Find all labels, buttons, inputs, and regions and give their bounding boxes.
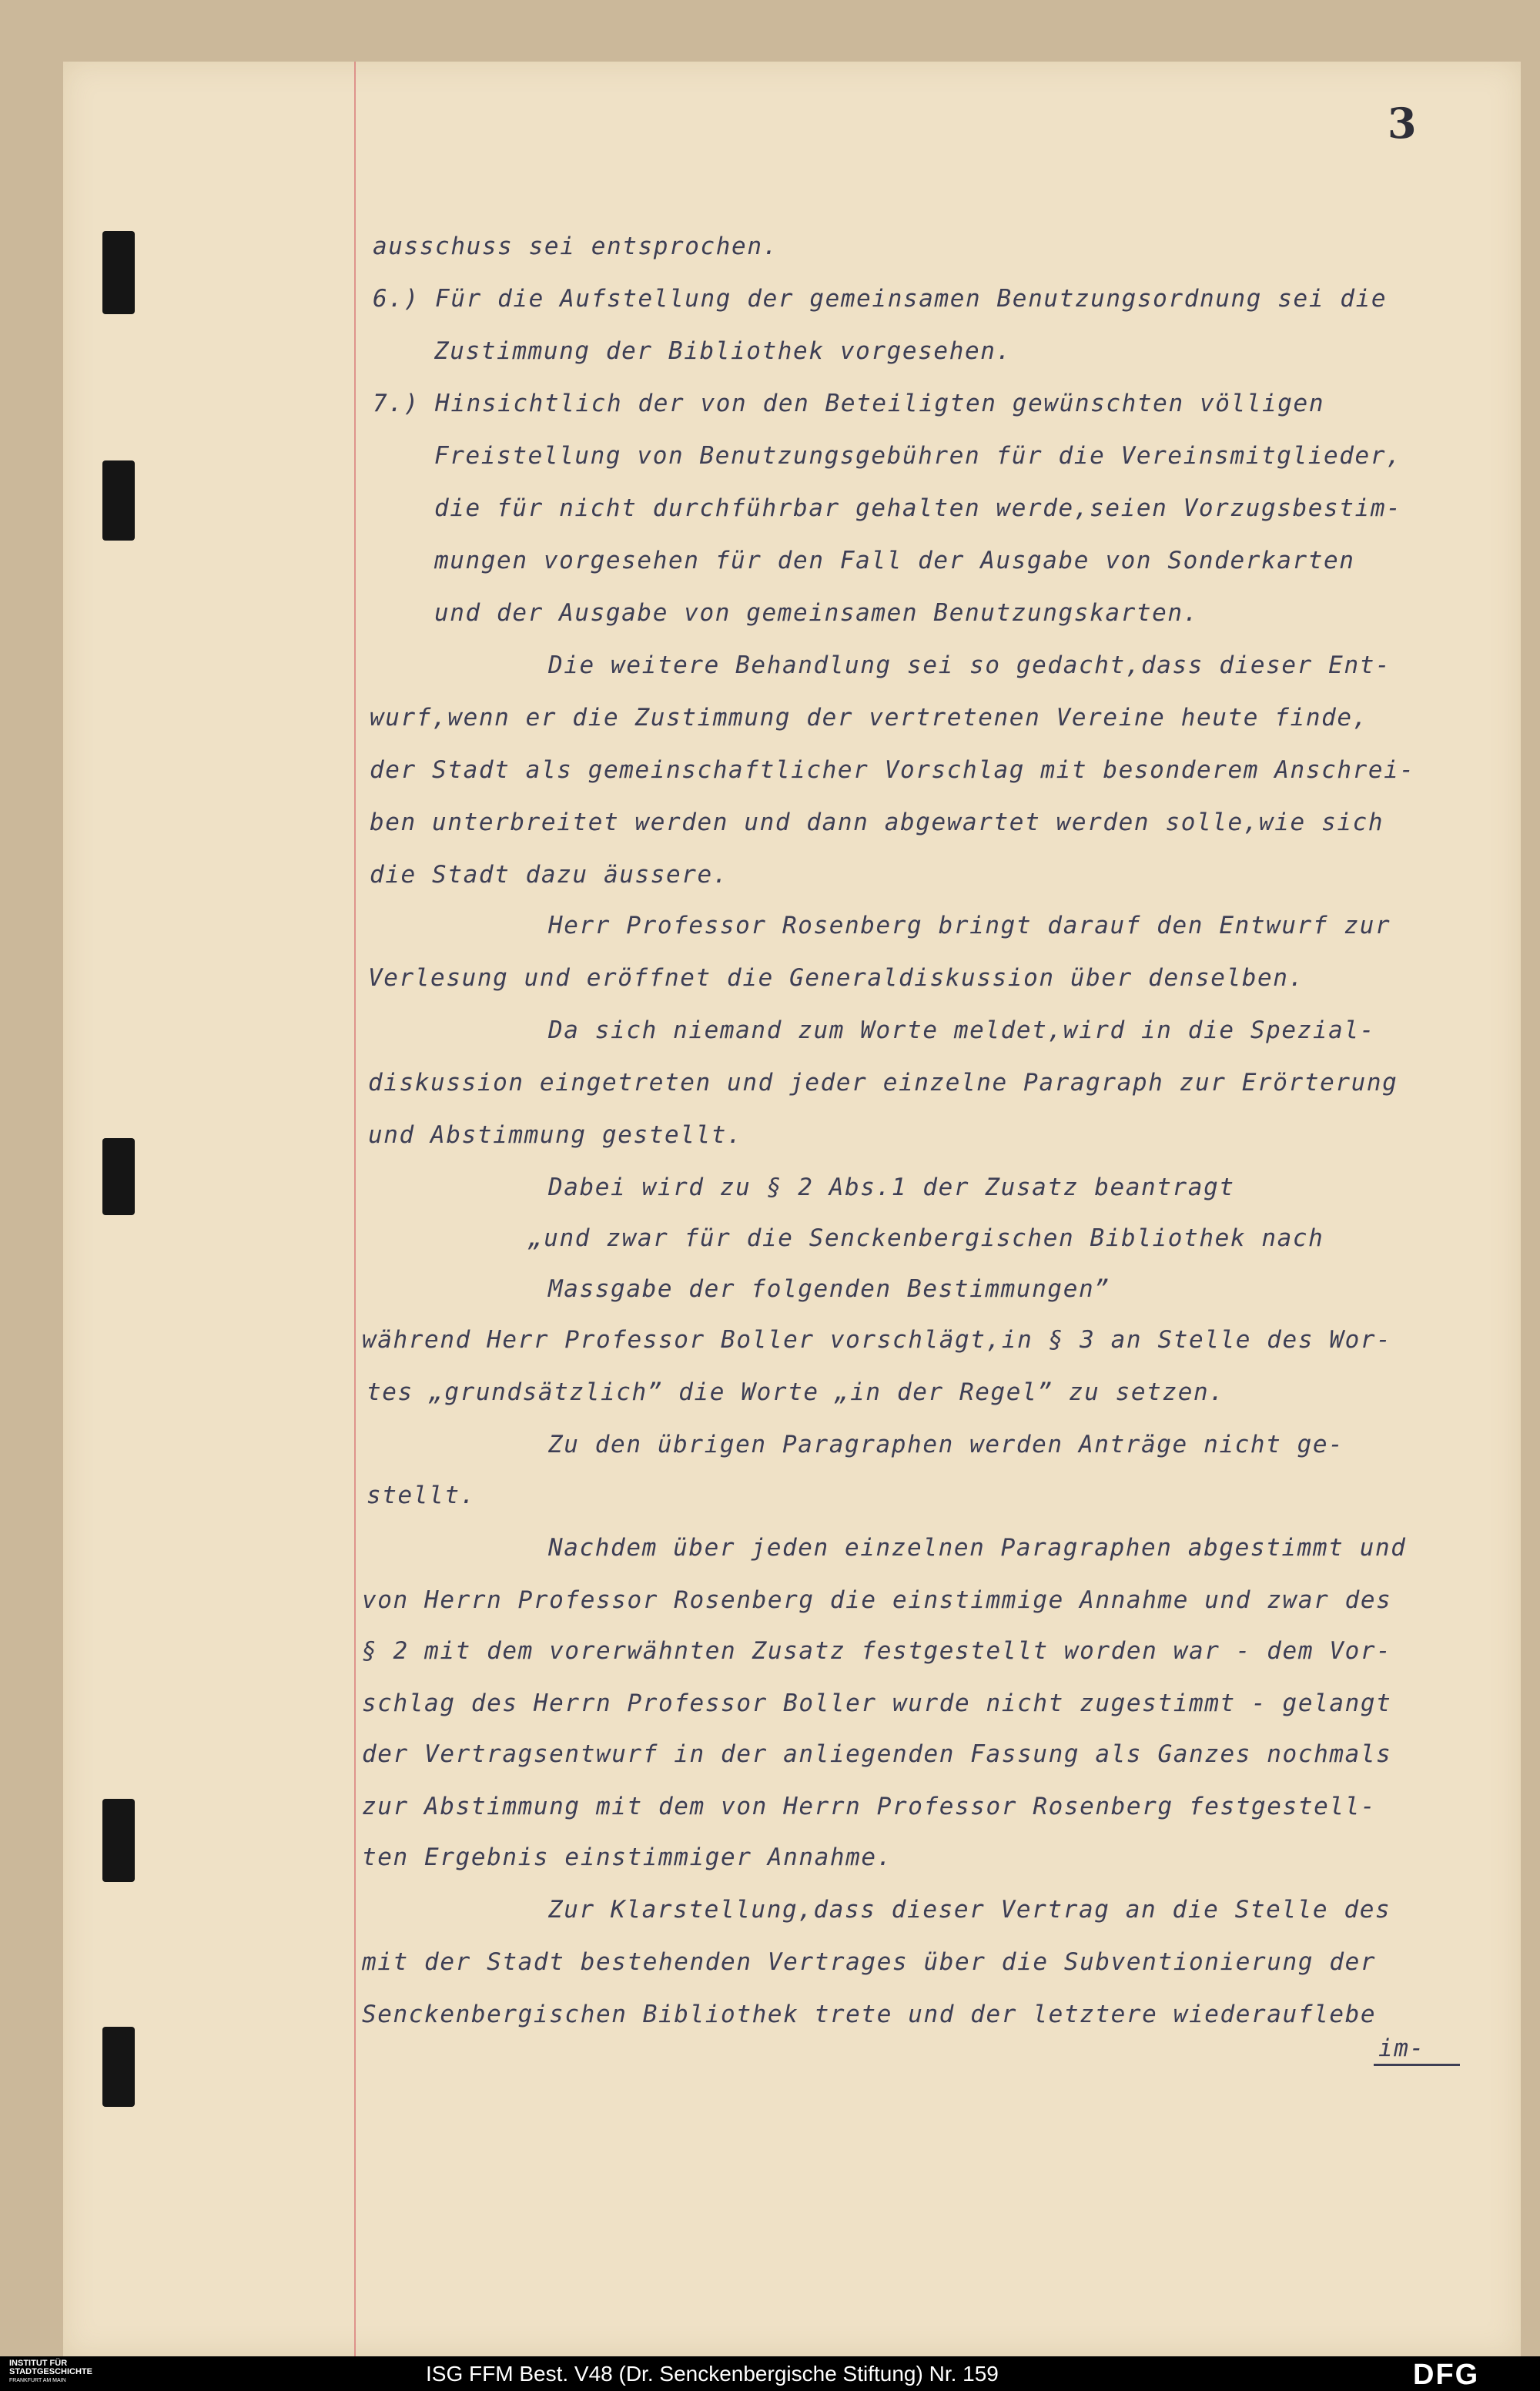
text-line: wurf,wenn er die Zustimmung der vertretenen Vereine heute finde,	[370, 704, 1368, 732]
text-line: schlag des Herrn Professor Boller wurde nicht zugestimmt - gelangt	[362, 1689, 1392, 1717]
text-line: Massgabe der folgenden Bestimmungen”	[548, 1275, 1110, 1303]
dfg-logo: DFG	[1413, 2359, 1480, 2391]
text-line: ten Ergebnis einstimmiger Annahme.	[362, 1843, 892, 1871]
text-line: Herr Professor Rosenberg bringt darauf den Entwurf zur	[548, 912, 1391, 939]
text-line: Zu den übrigen Paragraphen werden Anträge nicht ge-	[548, 1431, 1344, 1458]
text-line: Die weitere Behandlung sei so gedacht,dass dieser Ent-	[548, 651, 1391, 679]
text-line: zur Abstimmung mit dem von Herrn Professor Rosenberg festgestell-	[362, 1793, 1377, 1820]
text-line: stellt.	[367, 1482, 476, 1509]
text-line: der Stadt als gemeinschaftlicher Vorschlag mit besonderem Anschrei-	[370, 756, 1415, 784]
text-line: Senckenbergischen Bibliothek trete und der letztere wiederauflebe	[362, 2001, 1377, 2028]
institute-subtitle: FRANKFURT AM MAIN	[9, 2378, 66, 2383]
text-line: die für nicht durchführbar gehalten werde,seien Vorzugsbestim-	[434, 494, 1402, 522]
text-line: „und zwar für die Senckenbergischen Bibliothek nach	[528, 1224, 1324, 1252]
text-line: mit der Stadt bestehenden Vertrages über die Subventionierung der	[362, 1948, 1377, 1976]
text-line: Da sich niemand zum Worte meldet,wird in die Spezial-	[548, 1016, 1375, 1044]
text-line: diskussion eingetreten und jeder einzelne Paragraph zur Erörterung	[368, 1069, 1398, 1097]
text-line: tes „grundsätzlich” die Worte „in der Regel” zu setzen.	[367, 1378, 1225, 1406]
text-line: 6.) Für die Aufstellung der gemeinsamen Benutzungsordnung sei die	[373, 285, 1388, 313]
continuation-underline	[1374, 2064, 1460, 2066]
text-line: mungen vorgesehen für den Fall der Ausgabe von Sonderkarten	[434, 547, 1355, 574]
text-line: § 2 mit dem vorerwähnten Zusatz festgestellt worden war - dem Vor-	[362, 1637, 1392, 1665]
text-line: Nachdem über jeden einzelnen Paragraphen abgestimmt und	[548, 1534, 1407, 1562]
text-line: 7.) Hinsichtlich der von den Beteiligten gewünschten völligen	[373, 390, 1325, 417]
text-line: und der Ausgabe von gemeinsamen Benutzungskarten.	[434, 599, 1199, 627]
text-line: Verlesung und eröffnet die Generaldiskussion über denselben.	[368, 964, 1304, 992]
institute-logo-text: INSTITUT FÜR STADTGESCHICHTE	[9, 2359, 92, 2376]
page-number: 3	[1388, 99, 1417, 148]
text-line: Zur Klarstellung,dass dieser Vertrag an die Stelle des	[548, 1896, 1391, 1924]
footer-bar	[0, 2356, 1540, 2391]
text-line: Freistellung von Benutzungsgebühren für die Vereinsmitglieder,	[434, 442, 1402, 470]
text-line: während Herr Professor Boller vorschlägt,in § 3 an Stelle des Wor-	[362, 1326, 1392, 1354]
text-line: die Stadt dazu äussere.	[370, 861, 729, 889]
text-line: ben unterbreitet werden und dann abgewartet werden solle,wie sich	[370, 809, 1384, 836]
text-line: der Vertragsentwurf in der anliegenden Fassung als Ganzes nochmals	[362, 1740, 1392, 1768]
text-line: Zustimmung der Bibliothek vorgesehen.	[434, 337, 1012, 365]
text-line: Dabei wird zu § 2 Abs.1 der Zusatz beantragt	[548, 1174, 1235, 1201]
archive-caption: ISG FFM Best. V48 (Dr. Senckenbergische Stiftung) Nr. 159	[426, 2362, 999, 2386]
text-line: von Herrn Professor Rosenberg die einstimmige Annahme und zwar des	[362, 1586, 1392, 1614]
text-line: und Abstimmung gestellt.	[368, 1121, 743, 1149]
text-line: ausschuss sei entsprochen.	[373, 233, 778, 260]
text-line: im-	[1378, 2034, 1425, 2062]
